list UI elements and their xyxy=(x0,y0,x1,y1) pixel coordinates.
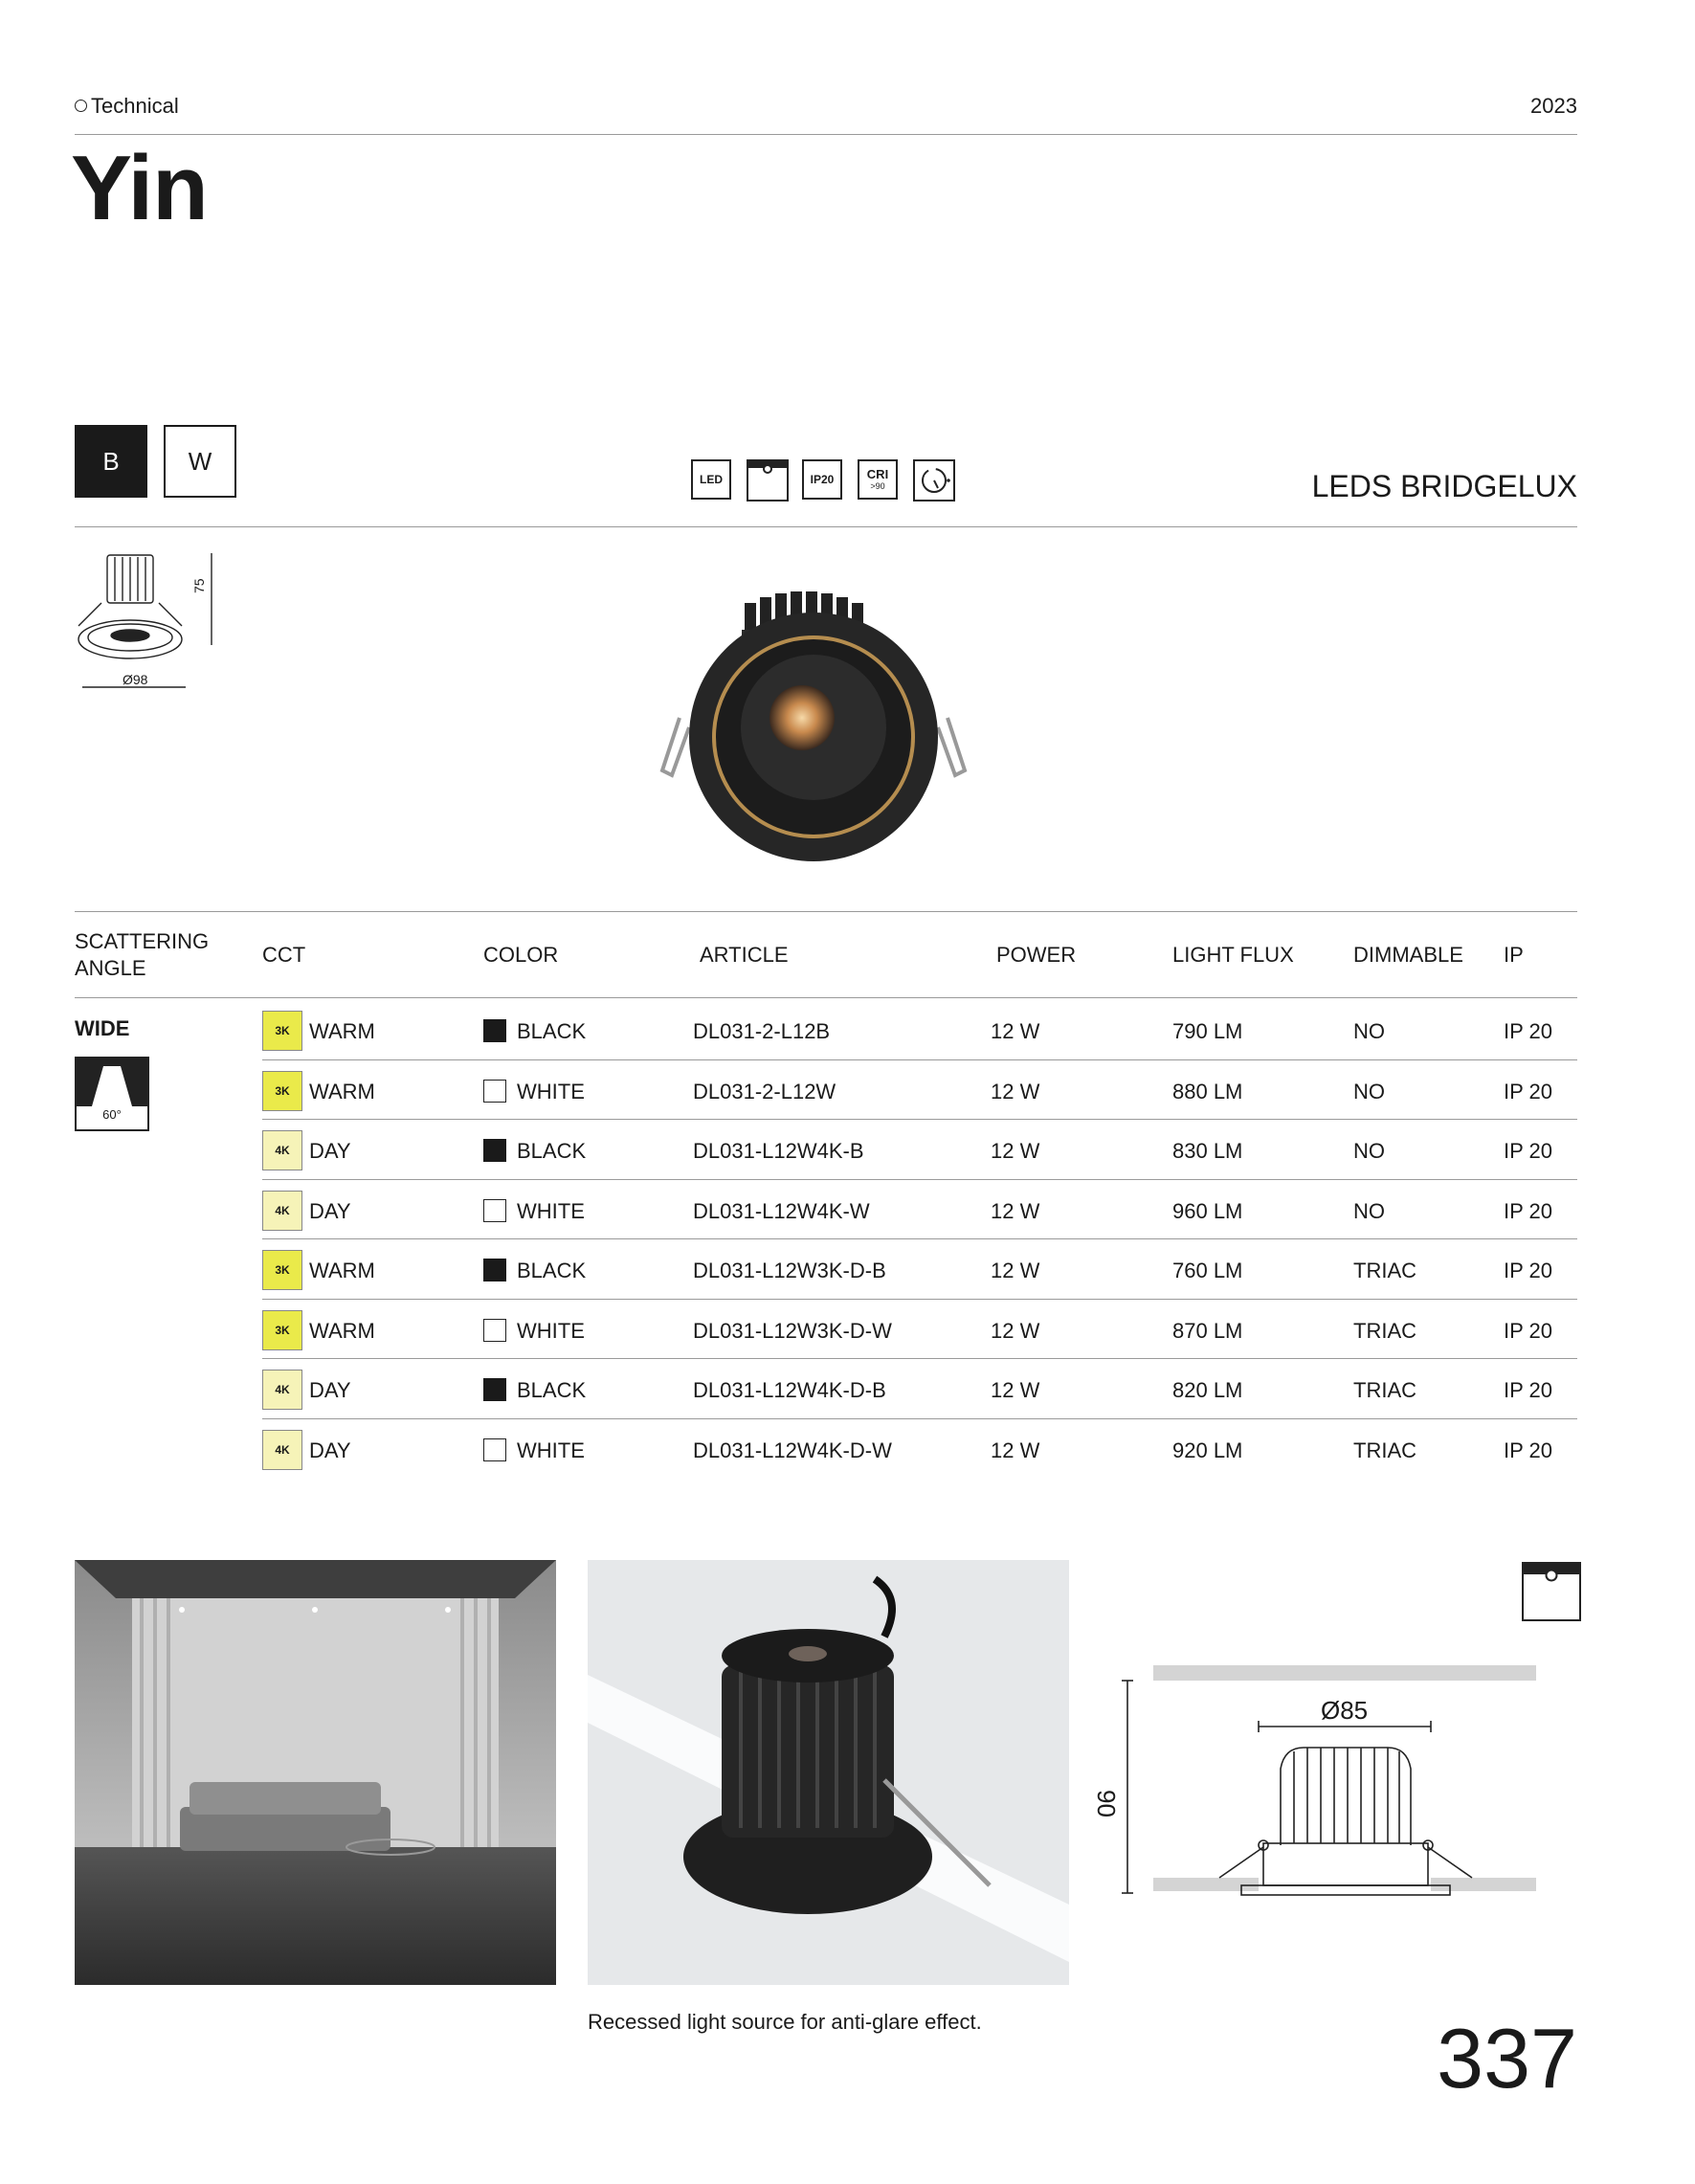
cct-label: DAY xyxy=(309,1378,351,1402)
mount-type-icon xyxy=(1522,1562,1581,1626)
color-black-swatch xyxy=(483,1019,506,1042)
drawing-height xyxy=(1091,1774,1135,1832)
flux-value: 760 LM xyxy=(1172,1259,1243,1282)
cct-label: DAY xyxy=(309,1139,351,1163)
article-code: DL031-L12W4K-D-B xyxy=(693,1378,886,1402)
dimmable-value: TRIAC xyxy=(1353,1378,1416,1402)
table-top-line xyxy=(75,911,1577,912)
flux-value: 920 LM xyxy=(1172,1437,1243,1462)
recessed-mount-icon xyxy=(747,459,789,506)
ip20-icon xyxy=(802,459,842,500)
power-value: 12 W xyxy=(991,1019,1040,1043)
article-code: DL031-L12W4K-W xyxy=(693,1198,870,1223)
ip-value: IP 20 xyxy=(1504,1079,1552,1103)
swatch-white[interactable] xyxy=(164,425,236,498)
row-divider xyxy=(262,1418,1577,1419)
color-black-swatch xyxy=(483,1139,506,1162)
year: 2023 xyxy=(1530,94,1577,118)
top-divider xyxy=(75,526,1577,527)
cct-code: 3K xyxy=(275,1024,290,1037)
led-icon xyxy=(691,459,731,500)
flux-value: 880 LM xyxy=(1172,1079,1243,1103)
color-label: WHITE xyxy=(517,1437,585,1462)
dimmable-value: TRIAC xyxy=(1353,1318,1416,1343)
color-white-swatch xyxy=(483,1319,506,1342)
cct-code: 4K xyxy=(275,1203,290,1217)
cct-code: 3K xyxy=(275,1083,290,1098)
ip-icon-label: IP20 xyxy=(810,473,835,486)
cct-code-badge xyxy=(262,1370,302,1410)
cct-code: 4K xyxy=(275,1144,290,1157)
power-value: 12 W xyxy=(991,1198,1040,1223)
dimmable-value: TRIAC xyxy=(1353,1259,1416,1282)
section-label xyxy=(75,94,179,119)
color-black-swatch xyxy=(483,1259,506,1281)
cct-label: DAY xyxy=(309,1198,351,1223)
color-white-swatch xyxy=(483,1199,506,1222)
cct-label: DAY xyxy=(309,1437,351,1462)
beam-angle-icon xyxy=(75,1057,149,1131)
header-power: POWER xyxy=(996,943,1077,967)
header-divider xyxy=(75,134,1577,135)
drawing-cutout-diameter: Ø85 xyxy=(1321,1696,1369,1725)
cct-code: 4K xyxy=(275,1442,290,1457)
power-value: 12 W xyxy=(991,1079,1040,1103)
color-black-swatch xyxy=(483,1378,506,1401)
flux-value: 790 LM xyxy=(1172,1019,1243,1043)
color-label: BLACK xyxy=(517,1019,587,1043)
section-title: Technical xyxy=(91,94,179,118)
power-value: 12 W xyxy=(991,1259,1040,1282)
product-title: Yin xyxy=(71,137,208,239)
cct-code: 3K xyxy=(275,1263,290,1277)
swatch-black[interactable] xyxy=(75,425,147,498)
color-white-swatch xyxy=(483,1438,506,1461)
cct-code-badge xyxy=(262,1191,302,1231)
dimmable-value: TRIAC xyxy=(1353,1437,1416,1462)
row-divider xyxy=(262,1059,1577,1060)
cct-code: 4K xyxy=(275,1383,290,1396)
led-icon-label: LED xyxy=(700,473,723,486)
drawing-height-label: 90 xyxy=(1091,1790,1121,1817)
article-code: DL031-2-L12B xyxy=(693,1019,831,1043)
row-divider xyxy=(262,1179,1577,1180)
color-label: WHITE xyxy=(517,1198,585,1223)
dimmable-value: NO xyxy=(1353,1079,1385,1103)
cct-label: WARM xyxy=(309,1259,375,1282)
color-label: WHITE xyxy=(517,1318,585,1343)
article-code: DL031-L12W4K-D-W xyxy=(693,1437,892,1462)
swatch-label: B xyxy=(102,446,120,476)
ip-value: IP 20 xyxy=(1504,1318,1552,1343)
header-color: COLOR xyxy=(483,943,559,967)
power-value: 12 W xyxy=(991,1437,1040,1462)
row-divider xyxy=(262,1238,1577,1239)
cri-icon-sub: >90 xyxy=(870,481,885,491)
dimension-height: 75 xyxy=(191,578,207,593)
color-label: BLACK xyxy=(517,1139,587,1163)
angle-label: WIDE xyxy=(75,1016,130,1040)
header-light-flux: LIGHT FLUX xyxy=(1172,943,1294,967)
detail-photo xyxy=(588,1560,1069,1985)
dimension-sketch xyxy=(73,547,226,705)
cct-label: WARM xyxy=(309,1019,375,1043)
cct-code: 3K xyxy=(275,1323,290,1337)
power-value: 12 W xyxy=(991,1318,1040,1343)
color-label: WHITE xyxy=(517,1079,585,1103)
flux-value: 870 LM xyxy=(1172,1318,1243,1343)
article-code: DL031-L12W3K-D-B xyxy=(693,1259,886,1282)
power-value: 12 W xyxy=(991,1139,1040,1163)
cct-code-badge xyxy=(262,1310,302,1350)
circle-icon xyxy=(75,100,87,112)
row-divider xyxy=(262,1119,1577,1120)
flux-value: 820 LM xyxy=(1172,1378,1243,1402)
beam-angle-value: 60° xyxy=(102,1107,122,1122)
photo-caption: Recessed light source for anti-glare effect. xyxy=(588,2010,982,2034)
cri-icon-label: CRI xyxy=(866,467,889,481)
dimmable-value: NO xyxy=(1353,1198,1385,1223)
article-code: DL031-2-L12W xyxy=(693,1079,836,1103)
ip-value: IP 20 xyxy=(1504,1259,1552,1282)
row-divider xyxy=(262,1299,1577,1300)
ip-value: IP 20 xyxy=(1504,1139,1552,1163)
color-label: BLACK xyxy=(517,1378,587,1402)
color-label: BLACK xyxy=(517,1259,587,1282)
cct-code-badge xyxy=(262,1430,302,1470)
ip-value: IP 20 xyxy=(1504,1019,1552,1043)
interior-photo xyxy=(75,1560,556,1985)
flux-value: 830 LM xyxy=(1172,1139,1243,1163)
ip-value: IP 20 xyxy=(1504,1437,1552,1462)
header-ip: IP xyxy=(1504,943,1524,967)
page-number: 337 xyxy=(1437,2011,1577,2106)
color-white-swatch xyxy=(483,1080,506,1103)
cct-label: WARM xyxy=(309,1318,375,1343)
ip-value: IP 20 xyxy=(1504,1378,1552,1402)
header-article: ARTICLE xyxy=(700,943,789,967)
row-divider xyxy=(262,1358,1577,1359)
power-value: 12 W xyxy=(991,1378,1040,1402)
cct-code-badge xyxy=(262,1011,302,1051)
header-cct: CCT xyxy=(262,943,306,967)
article-code: DL031-L12W4K-B xyxy=(693,1139,864,1163)
cri-icon xyxy=(858,459,898,500)
dimension-diameter: Ø98 xyxy=(123,672,148,687)
flux-value: 960 LM xyxy=(1172,1198,1243,1223)
cct-label: WARM xyxy=(309,1079,375,1103)
cct-code-badge xyxy=(262,1071,302,1111)
swatch-label: W xyxy=(188,446,212,476)
ip-value: IP 20 xyxy=(1504,1198,1552,1223)
header-scattering-angle: SCATTERING ANGLE xyxy=(75,929,210,980)
header-dimmable: DIMMABLE xyxy=(1353,943,1463,967)
dimmable-value: NO xyxy=(1353,1139,1385,1163)
table-header-line xyxy=(75,997,1577,998)
product-photo xyxy=(651,584,976,876)
rotatable-icon xyxy=(913,459,955,506)
article-code: DL031-L12W3K-D-W xyxy=(693,1318,892,1343)
cct-code-badge xyxy=(262,1250,302,1290)
brand-label: LEDS BRIDGELUX xyxy=(1311,469,1577,503)
dimmable-value: NO xyxy=(1353,1019,1385,1043)
cct-code-badge xyxy=(262,1130,302,1170)
